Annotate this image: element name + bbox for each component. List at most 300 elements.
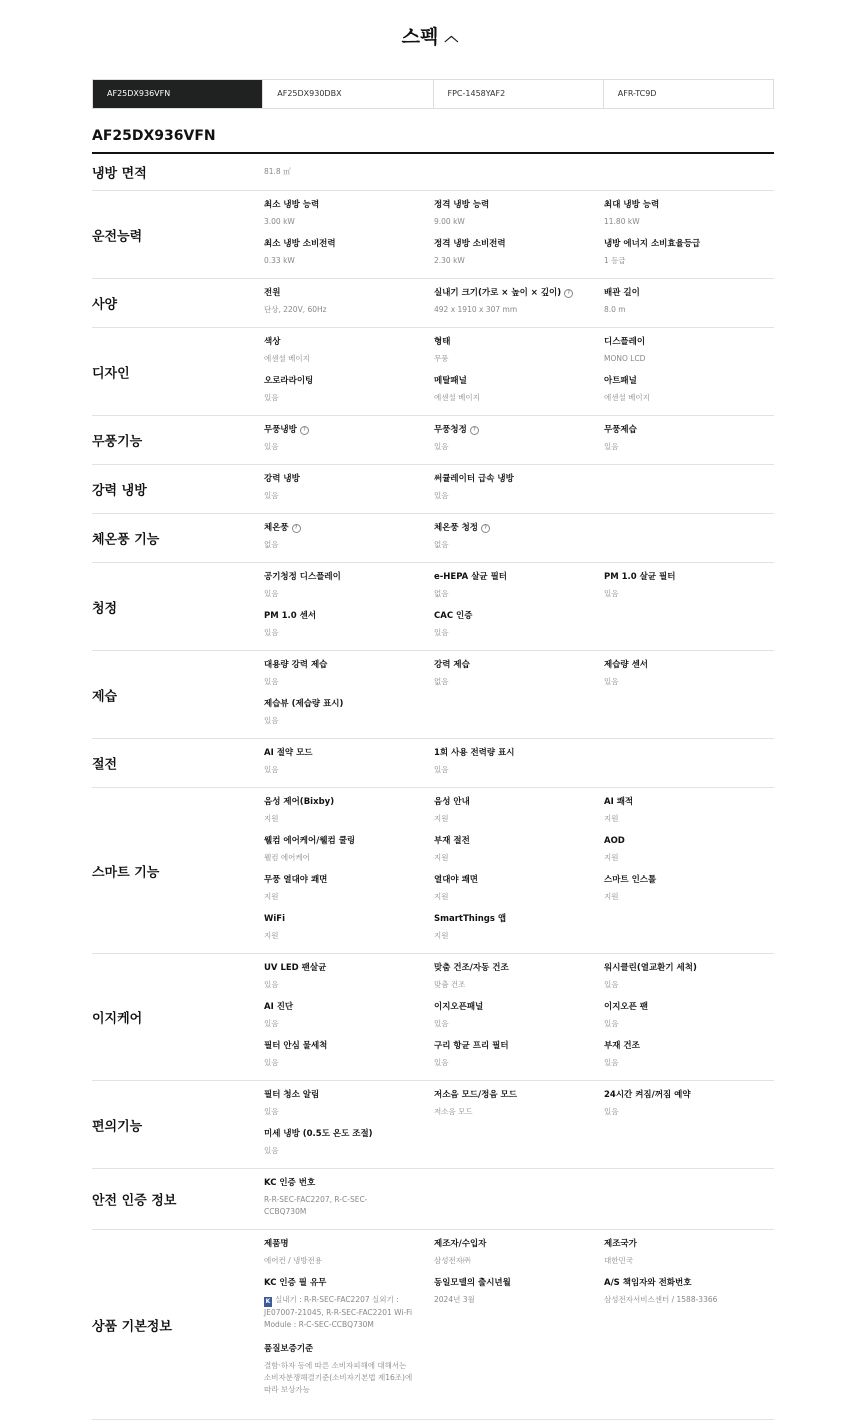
spec-value bbox=[434, 353, 599, 365]
spec-label bbox=[434, 913, 599, 925]
spec-value-text: 웰컴 에어케어 bbox=[264, 853, 310, 862]
spec-section-toggle[interactable] bbox=[0, 22, 860, 49]
spec-value bbox=[264, 1360, 414, 1396]
spec-label bbox=[264, 962, 429, 974]
spec-label bbox=[434, 874, 599, 886]
spec-label bbox=[604, 571, 769, 583]
spec-item bbox=[434, 610, 599, 639]
spec-item bbox=[434, 874, 599, 903]
spec-label bbox=[264, 424, 429, 436]
spec-label bbox=[434, 1089, 599, 1101]
spec-row bbox=[92, 651, 774, 739]
spec-label-text: 최대 냉방 능력 bbox=[604, 200, 660, 210]
model-tabs bbox=[92, 79, 774, 109]
spec-value bbox=[264, 588, 429, 600]
spec-label bbox=[264, 913, 429, 925]
spec-row bbox=[92, 514, 774, 563]
spec-value-text: 있음 bbox=[264, 1019, 279, 1028]
model-name: AF25DX936VFN bbox=[92, 128, 216, 144]
spec-label-text: 이지오픈 팬 bbox=[604, 1002, 649, 1012]
spec-row bbox=[92, 328, 774, 416]
spec-value bbox=[264, 1294, 414, 1331]
spec-row bbox=[92, 416, 774, 465]
spec-label-text: 실내기 크기(가로 × 높이 × 깊이) bbox=[434, 288, 562, 298]
spec-category: 체온풍 기능 bbox=[92, 532, 160, 548]
spec-label bbox=[604, 1001, 769, 1013]
spec-item bbox=[604, 1277, 754, 1306]
spec-item bbox=[434, 747, 599, 776]
spec-label-text: 제조국가 bbox=[604, 1239, 637, 1249]
spec-item bbox=[604, 796, 769, 825]
spec-value bbox=[264, 979, 429, 991]
spec-label-text: 품질보증기준 bbox=[264, 1344, 314, 1354]
spec-item bbox=[604, 336, 769, 365]
spec-category: 강력 냉방 bbox=[92, 483, 147, 499]
spec-label-text: 무풍청정 bbox=[434, 425, 467, 435]
spec-item bbox=[604, 835, 769, 864]
spec-label-text: KC 인증 번호 bbox=[264, 1178, 316, 1188]
spec-label-text: 디스플레이 bbox=[604, 337, 646, 347]
info-icon[interactable]: ? bbox=[470, 426, 479, 435]
spec-value-text: 있음 bbox=[604, 1107, 619, 1116]
spec-label bbox=[434, 1238, 584, 1250]
spec-item bbox=[264, 874, 429, 903]
spec-value bbox=[264, 813, 429, 825]
spec-item bbox=[604, 1040, 769, 1069]
spec-value bbox=[604, 1018, 769, 1030]
spec-item bbox=[434, 962, 599, 991]
spec-item bbox=[434, 336, 599, 365]
spec-value-text: 있음 bbox=[264, 716, 279, 725]
spec-value bbox=[264, 1018, 429, 1030]
spec-category: 제습 bbox=[92, 689, 118, 704]
spec-value bbox=[434, 255, 599, 267]
spec-item bbox=[264, 336, 429, 365]
spec-item bbox=[264, 1177, 404, 1218]
spec-value-text: 있음 bbox=[434, 491, 449, 500]
spec-row bbox=[92, 788, 774, 954]
spec-value-text: 있음 bbox=[264, 491, 279, 500]
spec-value-text: 대한민국 bbox=[604, 1256, 633, 1265]
spec-value bbox=[264, 627, 429, 639]
spec-label-text: 공기청정 디스플레이 bbox=[264, 572, 341, 582]
info-icon[interactable]: ? bbox=[292, 524, 301, 533]
spec-item bbox=[264, 1238, 414, 1267]
spec-item bbox=[434, 1277, 584, 1306]
spec-label-text: 맞춤 건조/자동 건조 bbox=[434, 963, 509, 973]
spec-value-text: 있음 bbox=[434, 628, 449, 637]
spec-label bbox=[264, 522, 429, 534]
spec-label bbox=[434, 610, 599, 622]
spec-value-text: 지원 bbox=[604, 892, 619, 901]
spec-item bbox=[264, 287, 429, 316]
spec-label bbox=[604, 659, 769, 671]
spec-value-text: 지원 bbox=[264, 931, 279, 940]
spec-value bbox=[434, 1294, 584, 1306]
spec-value bbox=[434, 891, 599, 903]
spec-value bbox=[604, 979, 769, 991]
spec-label-text: 무풍 열대야 쾌면 bbox=[264, 875, 328, 885]
spec-item bbox=[434, 199, 599, 228]
spec-label-text: 최소 냉방 소비전력 bbox=[264, 239, 336, 249]
spec-label bbox=[434, 199, 599, 211]
spec-value bbox=[604, 353, 769, 365]
spec-label-text: 음성 안내 bbox=[434, 797, 470, 807]
spec-value-text: 있음 bbox=[264, 1058, 279, 1067]
spec-category: 청정 bbox=[92, 601, 118, 616]
spec-category: 운전능력 bbox=[92, 229, 143, 244]
spec-value-text: 에센셜 베이지 bbox=[604, 393, 650, 402]
spec-value bbox=[264, 891, 429, 903]
spec-item bbox=[264, 424, 429, 453]
spec-value-text: 있음 bbox=[264, 393, 279, 402]
spec-label bbox=[434, 336, 599, 348]
spec-label bbox=[434, 473, 599, 485]
spec-value-text: 있음 bbox=[264, 628, 279, 637]
spec-value-text: 2024년 3월 bbox=[434, 1295, 475, 1304]
spec-value bbox=[264, 216, 429, 228]
spec-label bbox=[264, 1343, 414, 1355]
spec-label bbox=[604, 424, 769, 436]
spec-label-text: 제습량 센서 bbox=[604, 660, 649, 670]
spec-label-text: 아트패널 bbox=[604, 376, 637, 386]
spec-label bbox=[434, 1001, 599, 1013]
spec-value bbox=[434, 490, 599, 502]
spec-value bbox=[434, 852, 599, 864]
spec-label-text: 써큘레이터 급속 냉방 bbox=[434, 474, 514, 484]
spec-label bbox=[604, 287, 769, 299]
spec-category: 이지케어 bbox=[92, 1011, 143, 1027]
spec-value-text: 있음 bbox=[264, 677, 279, 686]
spec-value-text: 단상, 220V, 60Hz bbox=[264, 305, 327, 314]
spec-label-text: 냉방 에너지 소비효율등급 bbox=[604, 239, 701, 249]
spec-value bbox=[604, 1294, 754, 1306]
spec-row bbox=[92, 1081, 774, 1169]
spec-item bbox=[264, 375, 429, 404]
spec-value-text: 있음 bbox=[604, 980, 619, 989]
spec-value bbox=[434, 813, 599, 825]
spec-label-text: 메탈패널 bbox=[434, 376, 467, 386]
spec-value bbox=[264, 852, 429, 864]
spec-category: 디자인 bbox=[92, 366, 130, 381]
spec-value bbox=[434, 930, 599, 942]
spec-value bbox=[434, 676, 599, 688]
spec-label-text: 제조자/수입자 bbox=[434, 1239, 487, 1249]
spec-label-text: AI 쾌적 bbox=[604, 797, 634, 807]
spec-value-text: 지원 bbox=[434, 814, 449, 823]
spec-row bbox=[92, 739, 774, 788]
spec-label bbox=[434, 238, 599, 250]
spec-label bbox=[604, 1089, 769, 1101]
spec-row bbox=[92, 154, 774, 191]
spec-item bbox=[604, 962, 769, 991]
spec-label bbox=[264, 1040, 429, 1052]
spec-label-text: 대용량 강력 제습 bbox=[264, 660, 328, 670]
spec-item bbox=[434, 287, 599, 316]
spec-value bbox=[264, 1145, 429, 1157]
spec-item bbox=[264, 1343, 414, 1396]
spec-label bbox=[264, 1128, 429, 1140]
spec-value bbox=[264, 304, 429, 316]
spec-item bbox=[264, 166, 429, 178]
spec-value-text: 삼성전자㈜ bbox=[434, 1256, 471, 1265]
spec-value bbox=[604, 813, 769, 825]
spec-value bbox=[264, 166, 429, 178]
spec-value-text: 지원 bbox=[434, 931, 449, 940]
spec-value-text: 있음 bbox=[264, 589, 279, 598]
spec-item bbox=[604, 571, 769, 600]
spec-label bbox=[264, 287, 429, 299]
spec-label-text: AI 진단 bbox=[264, 1002, 294, 1012]
spec-label bbox=[264, 610, 429, 622]
spec-item bbox=[264, 698, 429, 727]
model-tab-4[interactable]: AFR-TC9D bbox=[603, 80, 773, 108]
spec-item bbox=[264, 473, 429, 502]
spec-label-text: 무풍제습 bbox=[604, 425, 637, 435]
spec-label bbox=[264, 1001, 429, 1013]
spec-item bbox=[604, 424, 769, 453]
spec-label bbox=[264, 1238, 414, 1250]
spec-label-text: 정격 냉방 능력 bbox=[434, 200, 490, 210]
spec-label bbox=[604, 835, 769, 847]
spec-value bbox=[434, 216, 599, 228]
spec-value-text: 있음 bbox=[264, 442, 279, 451]
spec-value-text: 있음 bbox=[604, 442, 619, 451]
spec-value-text: 지원 bbox=[264, 814, 279, 823]
spec-label-text: 필터 청소 알림 bbox=[264, 1090, 320, 1100]
spec-item bbox=[604, 375, 769, 404]
spec-label bbox=[264, 874, 429, 886]
spec-label-text: 열대야 쾌면 bbox=[434, 875, 479, 885]
spec-label bbox=[604, 375, 769, 387]
spec-row bbox=[92, 954, 774, 1081]
spec-label bbox=[264, 835, 429, 847]
spec-value bbox=[264, 764, 429, 776]
spec-value-text: 없음 bbox=[434, 589, 449, 598]
spec-label bbox=[604, 336, 769, 348]
spec-item bbox=[264, 610, 429, 639]
spec-value bbox=[604, 1106, 769, 1118]
spec-label-text: 형태 bbox=[434, 337, 451, 347]
spec-label-text: 부재 건조 bbox=[604, 1041, 640, 1051]
spec-category: 안전 인증 정보 bbox=[92, 1193, 177, 1209]
spec-category: 무풍기능 bbox=[92, 434, 143, 450]
spec-item bbox=[264, 1001, 429, 1030]
spec-label-text: 제품명 bbox=[264, 1239, 289, 1249]
spec-label bbox=[434, 424, 599, 436]
spec-value bbox=[434, 588, 599, 600]
spec-value bbox=[434, 764, 599, 776]
spec-label bbox=[264, 238, 429, 250]
spec-label-text: 24시간 켜짐/꺼짐 예약 bbox=[604, 1090, 691, 1100]
spec-value-text: 8.0 m bbox=[604, 305, 626, 314]
spec-label bbox=[434, 747, 599, 759]
spec-item bbox=[264, 1277, 414, 1331]
page-title: 스펙 bbox=[401, 26, 439, 48]
spec-value-text: 있음 bbox=[264, 1146, 279, 1155]
spec-value-text: 실내기 : R-R-SEC-FAC2207 실외기 : JE07007-21045, R-R-SEC-FAC2201 Wi-Fi Module : R-C-SEC-CCBQ730M bbox=[264, 1295, 413, 1329]
spec-value-text: 없음 bbox=[264, 540, 279, 549]
spec-value bbox=[604, 1255, 754, 1267]
spec-value-text: 있음 bbox=[604, 677, 619, 686]
spec-item bbox=[434, 238, 599, 267]
spec-label bbox=[434, 375, 599, 387]
spec-value-text: 9.00 kW bbox=[434, 217, 465, 226]
spec-value-text: 지원 bbox=[434, 892, 449, 901]
spec-label-text: 필터 안심 물세척 bbox=[264, 1041, 328, 1051]
spec-label-text: 무풍냉방 bbox=[264, 425, 297, 435]
spec-value bbox=[434, 1255, 584, 1267]
spec-value-text: 81.8 ㎡ bbox=[264, 167, 291, 176]
spec-label bbox=[604, 199, 769, 211]
spec-value bbox=[264, 1255, 414, 1267]
kc-mark-icon: K bbox=[265, 1298, 271, 1305]
spec-value-text: 3.00 kW bbox=[264, 217, 295, 226]
spec-value bbox=[604, 304, 769, 316]
spec-item bbox=[434, 1001, 599, 1030]
spec-item bbox=[434, 796, 599, 825]
spec-value-text: 지원 bbox=[604, 814, 619, 823]
spec-value bbox=[264, 441, 429, 453]
spec-label bbox=[264, 796, 429, 808]
spec-value-text: 있음 bbox=[434, 442, 449, 451]
spec-label-text: 미세 냉방 (0.5도 온도 조절) bbox=[264, 1129, 373, 1139]
spec-value-text: 2.30 kW bbox=[434, 256, 465, 265]
spec-value bbox=[434, 627, 599, 639]
spec-item bbox=[264, 238, 429, 267]
spec-value-text: 저소음 모드 bbox=[434, 1107, 473, 1116]
spec-label-text: WiFi bbox=[264, 914, 286, 924]
spec-value bbox=[604, 441, 769, 453]
spec-category: 스마트 기능 bbox=[92, 865, 160, 880]
spec-value-text: 없음 bbox=[434, 677, 449, 686]
chevron-up-icon: ︿ bbox=[444, 29, 459, 45]
spec-label-text: 배관 길이 bbox=[604, 288, 640, 298]
spec-label bbox=[434, 835, 599, 847]
spec-label bbox=[264, 1277, 414, 1289]
spec-label-text: 최소 냉방 능력 bbox=[264, 200, 320, 210]
spec-label-text: 오로라라이팅 bbox=[264, 376, 314, 386]
spec-item bbox=[264, 522, 429, 551]
spec-item bbox=[604, 1089, 769, 1118]
spec-label-text: PM 1.0 살균 필터 bbox=[604, 572, 676, 582]
info-icon[interactable]: ? bbox=[481, 524, 490, 533]
spec-value-text: 있음 bbox=[434, 1058, 449, 1067]
spec-value-text: 492 x 1910 x 307 mm bbox=[434, 305, 518, 314]
spec-value-text: 지원 bbox=[264, 892, 279, 901]
spec-label-text: 체온풍 bbox=[264, 523, 289, 533]
info-icon[interactable]: ? bbox=[564, 289, 573, 298]
spec-value-text: 있음 bbox=[434, 1019, 449, 1028]
spec-item bbox=[604, 287, 769, 316]
model-tab-1[interactable]: AF25DX936VFN bbox=[93, 80, 262, 108]
spec-item bbox=[604, 1238, 754, 1267]
spec-value bbox=[264, 930, 429, 942]
spec-value-text: 지원 bbox=[434, 853, 449, 862]
spec-value-text: 삼성전자서비스센터 / 1588-3366 bbox=[604, 1295, 718, 1304]
spec-value bbox=[264, 490, 429, 502]
model-tab-3[interactable]: FPC-1458YAF2 bbox=[433, 80, 603, 108]
spec-item bbox=[434, 913, 599, 942]
spec-label bbox=[434, 1040, 599, 1052]
spec-table bbox=[92, 154, 774, 1420]
spec-value bbox=[434, 979, 599, 991]
spec-item bbox=[434, 659, 599, 688]
spec-value bbox=[264, 676, 429, 688]
spec-label-text: 스마트 인스톨 bbox=[604, 875, 657, 885]
spec-row bbox=[92, 1169, 774, 1230]
spec-value-text: 11.80 kW bbox=[604, 217, 640, 226]
spec-value-text: 무풍 bbox=[434, 354, 449, 363]
spec-label-text: 이지오픈패널 bbox=[434, 1002, 484, 1012]
spec-value-text: 있음 bbox=[264, 980, 279, 989]
spec-item bbox=[434, 424, 599, 453]
model-tab-2[interactable]: AF25DX930DBX bbox=[262, 80, 432, 108]
spec-label-text: e-HEPA 살균 필터 bbox=[434, 572, 508, 582]
spec-label-text: 전원 bbox=[264, 288, 281, 298]
spec-value bbox=[434, 441, 599, 453]
spec-label-text: 강력 냉방 bbox=[264, 474, 300, 484]
spec-label-text: A/S 책임자와 전화번호 bbox=[604, 1278, 692, 1288]
spec-item bbox=[604, 199, 769, 228]
spec-item bbox=[264, 199, 429, 228]
spec-label-text: 음성 제어(Bixby) bbox=[264, 797, 335, 807]
spec-item bbox=[264, 1089, 429, 1118]
spec-label bbox=[264, 1177, 404, 1189]
spec-item bbox=[604, 874, 769, 903]
spec-value bbox=[264, 353, 429, 365]
spec-value bbox=[604, 1057, 769, 1069]
spec-label-text: 정격 냉방 소비전력 bbox=[434, 239, 506, 249]
spec-item bbox=[264, 571, 429, 600]
spec-item bbox=[264, 1128, 429, 1157]
spec-value-text: MONO LCD bbox=[604, 354, 646, 363]
spec-label-text: 저소음 모드/정음 모드 bbox=[434, 1090, 517, 1100]
spec-item bbox=[264, 913, 429, 942]
spec-label bbox=[604, 1040, 769, 1052]
info-icon[interactable]: ? bbox=[300, 426, 309, 435]
spec-label bbox=[264, 199, 429, 211]
spec-label bbox=[264, 375, 429, 387]
spec-label-text: 웰컴 에어케어/웰컴 쿨링 bbox=[264, 836, 356, 846]
spec-item bbox=[264, 796, 429, 825]
spec-value bbox=[434, 1106, 599, 1118]
spec-item bbox=[434, 571, 599, 600]
spec-label bbox=[264, 571, 429, 583]
spec-row bbox=[92, 1230, 774, 1420]
spec-value-text: 에센셜 베이지 bbox=[264, 354, 310, 363]
spec-label bbox=[434, 1277, 584, 1289]
spec-label bbox=[434, 962, 599, 974]
spec-value bbox=[434, 392, 599, 404]
spec-label-text: PM 1.0 센서 bbox=[264, 611, 317, 621]
spec-label bbox=[604, 874, 769, 886]
spec-value-text: 맞춤 건조 bbox=[434, 980, 466, 989]
spec-value bbox=[264, 1057, 429, 1069]
spec-value bbox=[264, 1106, 429, 1118]
spec-value bbox=[604, 392, 769, 404]
spec-value bbox=[434, 304, 599, 316]
spec-value-text: 지원 bbox=[604, 853, 619, 862]
spec-label bbox=[434, 659, 599, 671]
spec-label-text: SmartThings 앱 bbox=[434, 914, 507, 924]
spec-category: 상품 기본정보 bbox=[92, 1319, 172, 1334]
spec-row bbox=[92, 465, 774, 514]
spec-label-text: 구리 항균 프리 필터 bbox=[434, 1041, 509, 1051]
spec-label bbox=[434, 571, 599, 583]
spec-label bbox=[434, 796, 599, 808]
spec-value-text: 있음 bbox=[264, 1107, 279, 1116]
